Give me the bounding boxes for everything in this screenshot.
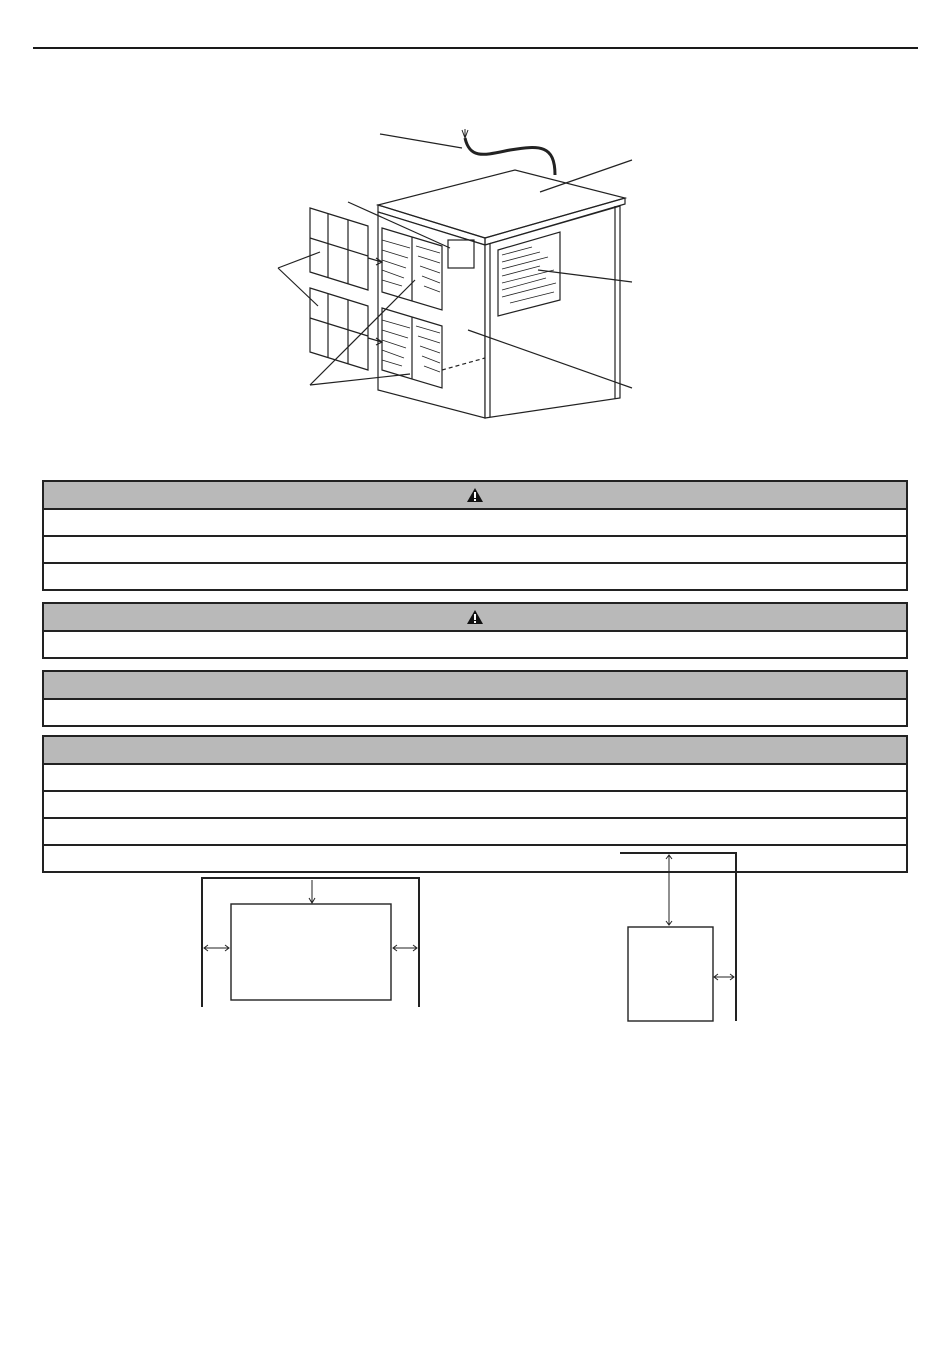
notice-header <box>44 672 906 700</box>
warning-header <box>44 604 906 632</box>
clearance-diagram-top-view <box>194 872 434 1007</box>
warning-row <box>44 537 906 564</box>
warning-box-1 <box>42 480 908 591</box>
clearance-box <box>42 735 908 873</box>
notice-box <box>42 670 908 727</box>
header-rule <box>33 47 918 49</box>
clearance-text-row <box>44 846 906 871</box>
clearance-text-row <box>44 765 906 792</box>
clearance-text-row <box>44 819 906 846</box>
warning-row <box>44 510 906 537</box>
warning-header <box>44 482 906 510</box>
warning-row <box>44 632 906 657</box>
power-cord <box>465 138 555 175</box>
clearance-figure-row <box>44 792 906 819</box>
side-panel <box>485 206 620 418</box>
warning-box-2 <box>42 602 908 659</box>
air-filter-upper <box>310 208 368 290</box>
clearance-header <box>44 737 906 765</box>
warning-triangle-icon <box>466 487 484 503</box>
air-filter-lower <box>310 288 368 370</box>
cabinet-illustration <box>270 120 650 430</box>
warning-row <box>44 564 906 589</box>
warning-triangle-icon <box>466 609 484 625</box>
notice-row <box>44 700 906 725</box>
clearance-diagram-side-view <box>614 847 744 1022</box>
